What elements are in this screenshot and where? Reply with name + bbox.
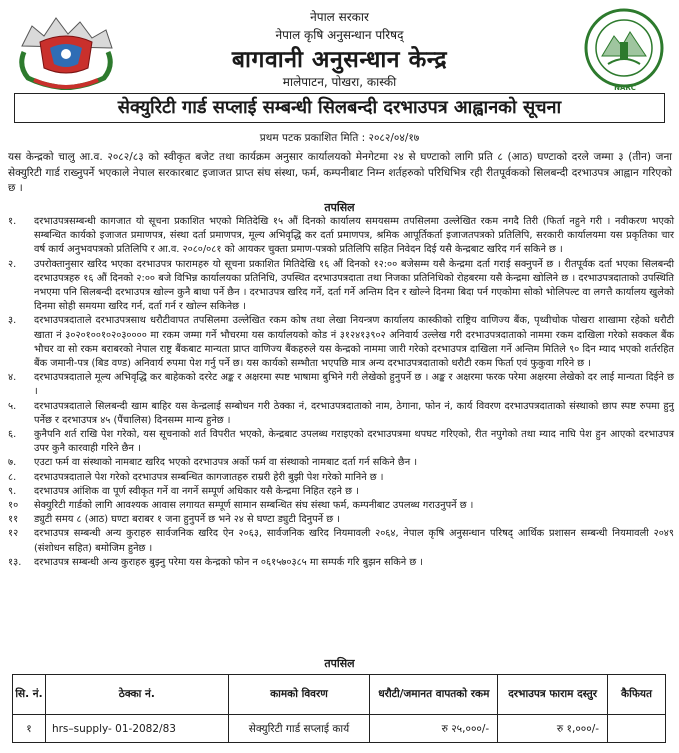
col-header-description: कामको विवरण	[228, 675, 370, 715]
terms-list	[8, 215, 674, 570]
term-text: दरभाउपत्रदाताले पेश गरेको दरभाउपत्र सम्बन्धित कागजातहरु राम्ररी हेरी बुझी पेश गरेको मानिने छ ।	[34, 471, 384, 483]
table-header-row	[13, 675, 666, 715]
col-header-form-fee: दरभाउपत्र फाराम दस्तुर	[498, 675, 608, 715]
cell-deposit: रु २५,०००/-	[370, 715, 498, 743]
col-header-sn: सि. नं.	[13, 675, 46, 715]
term-item	[8, 215, 674, 258]
term-number: ६.	[8, 429, 17, 441]
centre-address: मालेपाटन, पोखरा, कास्की	[282, 75, 397, 89]
term-text: दरभाउपत्रसम्बन्धी कागजात यो सूचना प्रकाशित भएको मितिदेखि १५ औं दिनको कार्यालय समयसम्म तपसिलमा उल्लेखित रकम नगदै तिरी (फिर्ता नहुने गरी । नवीकरण भएको सम्बन्धित कार्यको इजाजत प्रमाणपत्र, संस्था दर्ता प्रमाणपत्र, मूल्य अभिवृद्धि कर दर्ता प्रमाणपत्र, श्रमिक आपूर्तिकर्ता इजाजतपत्रको प्रतिलिपि, सरकारी कार्यालयमा यस प्रकृतिका चार वर्ष कार्य अनुभवपत्रको प्रतिलिपि र आ.व. २०८०/०८१ को आयकर चुक्ता प्रमाण-पत्रको प्रतिलिपि सहित निवेदन दिई यसै केन्द्रबाट खरिद गर्न सकिने छ ।	[34, 216, 674, 256]
term-item	[8, 527, 674, 555]
council-line: नेपाल कृषि अनुसन्धान परिषद्	[275, 28, 404, 42]
term-item	[8, 471, 674, 485]
term-text: ड्युटी समय ८ (आठ) घण्टा बराबर १ जना हुनुपर्ने छ भने २४ से घण्टा ड्युटी दिनुपर्ने छ ।	[34, 514, 340, 526]
term-item	[8, 456, 674, 470]
narc-logo-label: NARC	[614, 84, 636, 92]
term-number: ९.	[8, 485, 17, 497]
term-item	[8, 485, 674, 499]
term-number: १२	[8, 528, 19, 540]
term-number: १.	[8, 216, 17, 227]
term-number: १३.	[8, 556, 22, 568]
term-text: एउटा फर्म वा संस्थाको नामबाट खरिद भएको दरभाउपत्र अर्को फर्म वा संस्थाको नामबाट दर्ता गर्न सकिने छैन ।	[34, 457, 418, 469]
intro-paragraph: यस केन्द्रको चालु आ.व. २०८२/८३ को स्वीकृत बजेट तथा कार्यक्रम अनुसार कार्यालयको मेनगेटमा २४ से घण्टाको लागि प्रति ८ (आठ) घण्टाको दरले जम्मा ३ (तीन) जना सेक्युरिटी गार्ड राख्नुपर्ने भएकाले नेपाल सरकारबाट इजाजत प्राप्त संघ संस्था, फर्म, कम्पनीबाट निम्न शर्तहरुको परिधिभित्र रही रीतपूर्वकको सिलबन्दी दरभाउपत्र आह्वान गरिएको छ ।	[8, 151, 672, 194]
term-text: दरभाउपत्र आंशिक वा पूर्ण स्वीकृत गर्ने वा नगर्ने सम्पूर्ण अधिकार यसै केन्द्रमा निहित रहने छ ।	[34, 485, 359, 497]
term-item	[8, 499, 674, 513]
col-header-contract-no: ठेक्का नं.	[45, 675, 228, 715]
col-header-remarks: कैफियत	[608, 675, 666, 715]
cell-remarks	[608, 715, 666, 743]
term-item	[8, 513, 674, 527]
term-number: ७.	[8, 457, 17, 469]
term-text: कुनैपनि शर्त राखि पेश गरेको, यस सूचनाको शर्त विपरीत भएको, केन्द्रबाट उपलब्ध गराइएको दरभाउपत्रमा थपघट गरिएको, रीत नपुगेको तथा म्याद नाघि पेश हुन आएको दरभाउपत्र उपर कुनै कारवाही गरिने छैन ।	[34, 429, 674, 455]
term-item	[8, 314, 674, 371]
cell-form-fee: रु १,०००/-	[498, 715, 608, 743]
cell-sn: १	[13, 715, 46, 743]
term-item	[8, 400, 674, 428]
cell-contract-no: hrs–supply- 01-2082/83	[45, 715, 228, 743]
term-number: १०	[8, 500, 19, 512]
term-number: ८.	[8, 471, 17, 483]
term-number: ११	[8, 514, 19, 526]
tender-table	[12, 674, 666, 743]
term-number: २.	[8, 258, 17, 270]
table-section-heading: तपसिल	[324, 657, 355, 670]
term-number: ५.	[8, 400, 17, 412]
col-header-deposit: धरौटी/जमानत वापतको रकम	[370, 675, 498, 715]
term-item	[8, 371, 674, 399]
term-number: ४.	[8, 372, 17, 384]
cell-description: सेक्युरिटी गार्ड सप्लाई कार्य	[228, 715, 370, 743]
government-line: नेपाल सरकार	[310, 10, 369, 24]
notice-title: सेक्युरिटी गार्ड सप्लाई सम्बन्धी सिलबन्दी दरभाउपत्र आह्वानको सूचना	[14, 93, 665, 123]
term-text: दरभाउपत्रदाताले दरभाउपत्रसाथ धरौटीवापत तपसिलमा उल्लेखित रकम कोष तथा लेखा नियन्त्रण कार्यालय कास्कीको राष्ट्रिय वाणिज्य बैंक, पृथ्वीचोक पोखरा शाखामा रहेको धरौटी खाता नं ३०२०१००१०२०३०००० मा रकम जम्मा गर्ने भौचरमा यस कार्यालयको कोड नं ३१२४१३९०२ अनिवार्य उल्लेख गरी दरभाउपत्रदाताको नाममा रकम दाखिला गरेको सक्कल बैंक भौचर वा सो रकम बराबरको नेपाल राष्ट्र बैंकबाट मान्यता प्राप्त वाणिज्य बैंकहरुले यस केन्द्रको नाममा जारी गरेको दरभाउपत्र दाखिला गर्ने अन्तिम मितिले ९० दिन म्याद भएको शर्तरहित बैंक जमानी-पत्र (बिड वण्ड) अनिवार्य रुपमा पेश गर्नु पर्ने छ। यस कार्यको सम्भौता भएपछि मात्र अन्य दरभाउपत्रदाताको धरौटी रकम फिर्ता एवं फुकुवा गरिने छ ।	[34, 315, 674, 370]
table-row	[13, 715, 666, 743]
term-item	[8, 428, 674, 456]
section-heading: तपसिल	[324, 201, 355, 214]
term-text: उपरोक्तानुसार खरिद भएका दरभाउपत्र फारामहरु यो सूचना प्रकाशित मितिदेखि १६ औं दिनको १२:०० बजेसम्म यसै केन्द्रमा दर्ता गराई सक्नुपर्ने छ । रीतपूर्वक दर्ता भएका सिलबन्दी दरभाउपत्रहरु १६ औं दिनको २:०० बजे विभिन्न कार्यालयका प्रतिनिधि, उपस्थित दरभाउपत्रदाता तथा निजका प्रतिनिधिको रोहबरमा यसै केन्द्रमा खोलिने छ । दरभाउपत्रदाताको उपस्थिति नभएमा पनि सिलबन्दी दरभाउपत्र खोल्न कुनै बाधा पर्ने छैन । दरभाउपत्र खरिद गर्ने, दर्ता गर्ने अन्तिम दिन र खोल्ने दिनमा बिदा पर्न गएकोमा सोको भोलिपल्ट वा लगत्तै कार्यालय खुलेको दिनमा सोही समयमा खरिद गर्न, दर्ता गर्न र खोल्न सकिनेछ ।	[34, 258, 674, 313]
term-text: सेक्युरिटी गार्डको लागि आवश्यक आवास लगायत सम्पूर्ण सामान सम्बन्धित संघ संस्था फर्म, कम्पनीबाट उपलब्ध गराउनुपर्ने छ ।	[34, 500, 474, 512]
publication-date: प्रथम पटक प्रकाशित मिति : २०८२/०४/१७	[259, 132, 420, 144]
term-number: ३.	[8, 315, 17, 327]
term-text: दरभाउपत्र सम्बन्धी अन्य कुराहरु बुझ्नु परेमा यस केन्द्रको फोन न ०६१५७०३८५ मा सम्पर्क गरि बुझन सकिने छ ।	[34, 556, 424, 568]
centre-name: बागवानी अनुसन्धान केन्द्र	[231, 47, 448, 73]
term-item	[8, 258, 674, 315]
term-item	[8, 556, 674, 570]
term-text: दरभाउपत्र सम्बन्धी अन्य कुराहरु सार्वजनिक खरिद ऐन २०६३, सार्वजनिक खरिद नियमावली २०६४, नेपाल कृषि अनुसन्धान परिषद् आर्थिक प्रशासन सम्बन्धी नियमावली २०४९ (संशोधन सहित) बमोजिम हुनेछ ।	[34, 528, 674, 554]
term-text: दरभाउपत्रदाताले सिलबन्दी खाम बाहिर यस केन्द्रलाई सम्बोधन गरी ठेक्का नं, दरभाउपत्रदाताको नाम, ठेगाना, फोन नं, कार्य विवरण दरभाउपत्रदाताको संस्थाको छाप स्पष्ट रुपमा हुनु पर्नेछ र दरभाउपत्र ४५ (पैंचालिस) दिनसम्म मान्य हुनेछ ।	[34, 400, 674, 426]
term-text: दरभाउपत्रदाताले मूल्य अभिवृद्धि कर बाहेकको दररेट अङ्क र अक्षरमा स्पष्ट भाषामा बुभिने गरी लेखेको हुनुपर्ने छ । अङ्क र अक्षरमा फरक परेमा अक्षरमा लेखेको दर लाई मान्यता दिईने छ ।	[34, 372, 674, 398]
